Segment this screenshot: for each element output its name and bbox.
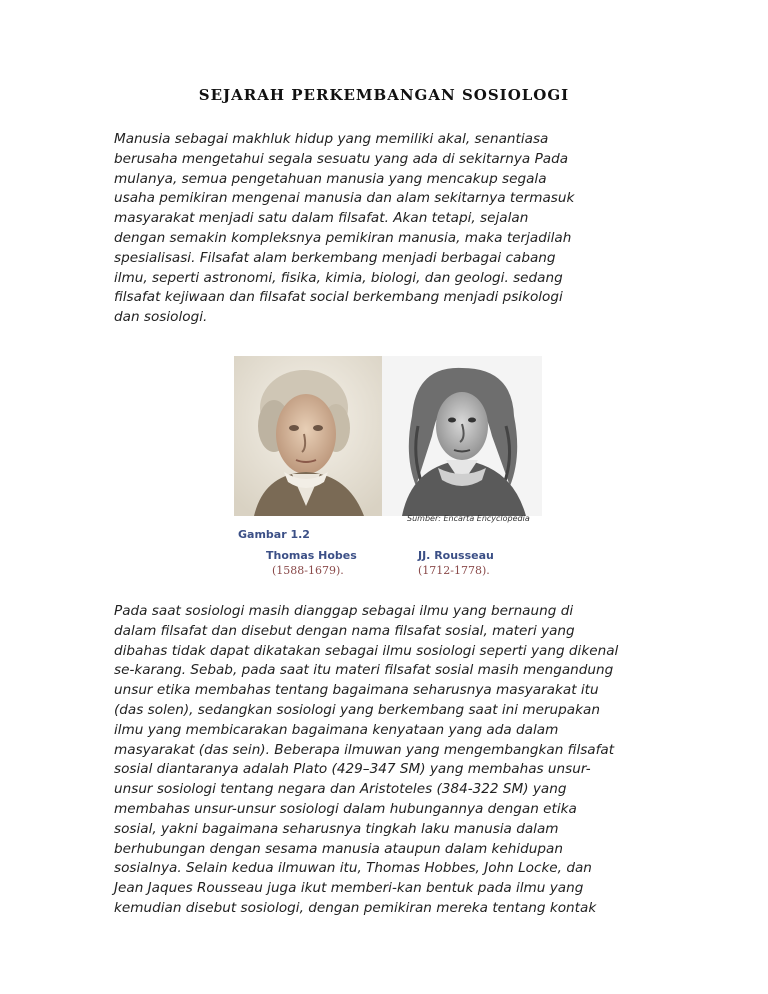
paragraph-line: spesialisasi. Filsafat alam berkembang menjadi berbagai cabang: [114, 249, 556, 266]
caption-years-left: (1588-1679).: [272, 564, 344, 577]
paragraph-line: dalam filsafat dan disebut dengan nama filsafat sosial, materi yang: [114, 622, 575, 639]
paragraph-line: filsafat kejiwaan dan filsafat social berkembang menjadi psikologi: [114, 289, 563, 306]
paragraph-line: usaha pemikiran mengenai manusia dan alam sekitarnya termasuk: [114, 190, 575, 207]
paragraph-line: dan sosiologi.: [114, 309, 208, 326]
paragraph-line: Pada saat sosiologi masih dianggap sebagai ilmu yang bernaung di: [114, 603, 574, 619]
caption-years-right: (1712-1778).: [418, 564, 490, 577]
paragraph-line: sosial diantaranya adalah Plato (429–347 SM) yang membahas unsur-: [114, 761, 591, 778]
paragraph-line: berhubungan dengan sesama manusia ataupun dalam kehidupan: [114, 840, 563, 857]
paragraph-line: kemudian disebut sosiologi, dengan pemikiran mereka tentang kontak: [114, 899, 597, 916]
paragraph-line: dengan semakin kompleksnya pemikiran manusia, maka terjadilah: [114, 229, 572, 246]
paragraph-line: sosialnya. Selain kedua ilmuwan itu, Thomas Hobbes, John Locke, dan: [114, 860, 592, 877]
portrait-figure: [232, 356, 542, 588]
paragraph-line: masyarakat menjadi satu dalam filsafat. Akan tetapi, sejalan: [114, 210, 529, 227]
figure-source: Sumber: Encarta Encyclopedia: [407, 514, 530, 523]
paragraph-line: se-karang. Sebab, pada saat itu materi filsafat sosial masih mengandung: [114, 662, 614, 679]
paragraph-line: unsur etika membahas tentang bagaimana seharusnya masyarakat itu: [114, 682, 599, 699]
page-title: SEJARAH PERKEMBANGAN SOSIOLOGI: [198, 86, 570, 104]
caption-name-right: JJ. Rousseau: [418, 549, 494, 562]
paragraph-line: dibahas tidak dapat dikatakan sebagai ilmu sosiologi seperti yang dikenal: [114, 642, 619, 659]
paragraph-line: sosial, yakni bagaimana seharusnya tingkah laku manusia dalam: [114, 820, 559, 837]
history-paragraph: [114, 602, 662, 919]
paragraph-line: membahas unsur-unsur sosiologi dalam hubungannya dengan etika: [114, 800, 577, 817]
paragraph-line: Jean Jaques Rousseau juga ikut memberi-kan bentuk pada ilmu yang: [114, 880, 584, 897]
caption-name-left: Thomas Hobes: [266, 549, 357, 562]
paragraph-line: berusaha mengetahui segala sesuatu yang ada di sekitarnya Pada: [114, 150, 569, 167]
paragraph-line: Manusia sebagai makhluk hidup yang memiliki akal, senantiasa: [114, 131, 549, 147]
figure-label: Gambar 1.2: [238, 528, 310, 541]
paragraph-line: unsur sosiologi tentang negara dan Aristoteles (384-322 SM) yang: [114, 781, 567, 798]
paragraph-line: masyarakat (das sein). Beberapa ilmuwan yang mengembangkan filsafat: [114, 741, 615, 758]
portrait-rousseau-image: [382, 356, 542, 516]
paragraph-line: ilmu, seperti astronomi, fisika, kimia, biologi, dan geologi. sedang: [114, 269, 563, 286]
paragraph-line: ilmu yang membicarakan bagaimana kenyataan yang ada dalam: [114, 721, 559, 738]
paragraph-line: mulanya, semua pengetahuan manusia yang mencakup segala: [114, 170, 547, 187]
portrait-hobbes-image: [234, 356, 384, 516]
paragraph-line: (das solen), sedangkan sosiologi yang berkembang saat ini merupakan: [114, 701, 600, 718]
intro-paragraph: [114, 130, 662, 328]
